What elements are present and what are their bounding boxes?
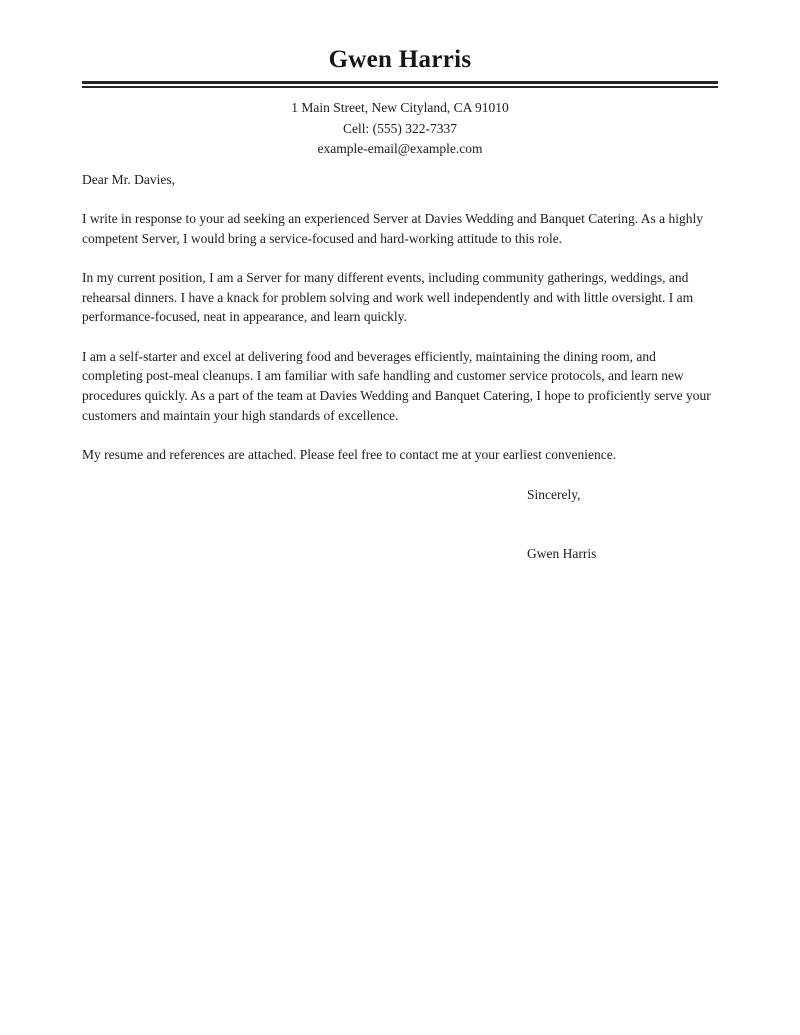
contact-phone: Cell: (555) 322-7337 xyxy=(343,120,457,136)
contact-email: example-email@example.com xyxy=(317,141,483,156)
letter-body xyxy=(82,170,718,565)
closing: Sincerely, xyxy=(527,486,581,502)
paragraph-intro: I write in response to your ad seeking an experienced Server at Davies Wedding and Banquet Catering. As a highly competent Server, I would bring a service-focused and hard-working attitude to this role. xyxy=(82,210,703,246)
paragraph-current-position: In my current position, I am a Server for many different events, including community gatherings, weddings, and rehearsal dinners. I have a knack for problem solving and work well independently and with little oversight. I am performance-focused, neat in appearance, and learn quickly. xyxy=(82,269,694,325)
sender-name: Gwen Harris xyxy=(328,46,472,73)
salutation: Dear Mr. Davies, xyxy=(82,171,175,187)
contact-block xyxy=(82,98,718,160)
contact-address: 1 Main Street, New Cityland, CA 91010 xyxy=(291,100,509,115)
header-divider xyxy=(82,81,718,88)
letter-header xyxy=(82,46,718,160)
paragraph-resume-attached: My resume and references are attached. Please feel free to contact me at your earliest convenience. xyxy=(82,447,617,463)
signature-name: Gwen Harris xyxy=(527,546,597,562)
signature-block xyxy=(527,485,718,564)
paragraph-skills: I am a self-starter and excel at delivering food and beverages efficiently, maintaining the dining room, and completing post-meal cleanups. I am familiar with safe handling and customer service protocols, and learn new procedures quickly. As a part of the team at Davies Wedding and Banquet Catering, I hope to proficiently serve your customers and maintain your high standards of excellence. xyxy=(82,348,711,423)
